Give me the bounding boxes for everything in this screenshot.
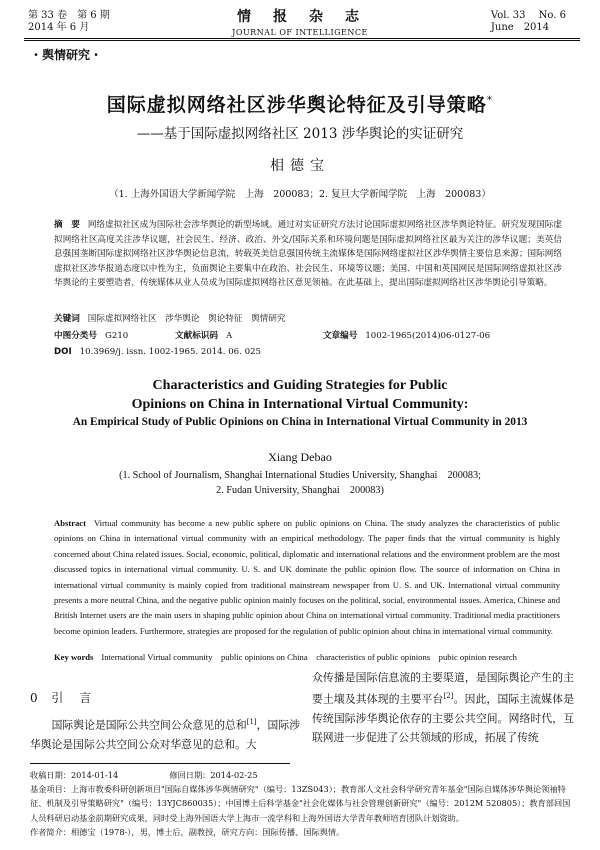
journal-name-cn: 情 报 杂 志 bbox=[237, 9, 363, 25]
date-cn: 2014 年 6 月 bbox=[28, 22, 90, 33]
author-en: Xiang Debao bbox=[268, 450, 332, 464]
article-number-label: 文章编号 bbox=[322, 331, 358, 341]
doc-code-label: 文献标识码 bbox=[175, 331, 218, 341]
clc-value: G210 bbox=[104, 331, 129, 341]
keywords-en bbox=[54, 651, 564, 663]
footnotes bbox=[30, 768, 576, 839]
abstract-en-label: Abstract bbox=[54, 518, 86, 528]
fund-line bbox=[30, 782, 576, 825]
article-number-value: 1002-1965(2014)06-0127-06 bbox=[365, 331, 491, 341]
title-footnote-mark: * bbox=[486, 93, 494, 107]
fund-text: 上海市教委科研创新项目"国际自媒体涉华舆情研究"（编号：13ZS043）；教育部人文社会科学研究青年基金"国际自媒体涉华舆论领袖特征、机制及引导策略研究"（编号：13YJC860035）；中国博士后科学基金"社会化媒体与社会管理创新研究"（编号：2012M 520805）；教育部回国人员科研启动基金前期研究成果，同时受上海外国语大学上海市一流学科和上海外国语大学青年教师培育团队计划资助。 bbox=[30, 784, 571, 823]
date-en: June 2014 bbox=[490, 22, 550, 33]
volume-issue-en: Vol. 33 No. 6 bbox=[490, 10, 566, 21]
citation-2: [2] bbox=[443, 692, 454, 700]
received-label: 收稿日期： bbox=[30, 770, 71, 780]
keywords-cn-text: 国际虚拟网络社区 涉华舆论 舆论特征 舆情研究 bbox=[87, 314, 286, 324]
abstract-en bbox=[54, 516, 560, 639]
affiliation-cn: （1. 上海外国语大学新闻学院 上海 200083；2. 复旦大学新闻学院 上海 200083） bbox=[109, 189, 491, 200]
section-number: 0 bbox=[30, 691, 40, 705]
abstract-cn-text: 网络虚拟社区成为国际社会涉华舆论的新型场域。通过对实证研究方法讨论国际虚拟网络社区涉华舆论特征。研究发现国际虚拟网络社区高度关注涉华议题，社会民生、经济、政治、外交/国际关系和环境问题是国际虚拟网络社区最为关注的涉华议题；美英信息强国垄断国际虚拟网络社区涉华舆论信息流，转载英美信息强国传统主流媒体是国际网络虚拟社区涉华舆情主要信息来源；国际网络虚拟社区涉华报道态度以中性为主，负面舆论主要集中在政治、社会民生、环境等议题；美国、中国和英国网民是国际网络虚拟社区涉华舆论的主要塑造者，传统媒体从业人员成为国际虚拟网络社区意见领袖。在此基础上，提出国际虚拟网络社区涉华舆论引导策略。 bbox=[54, 220, 562, 289]
journal-name-en: JOURNAL OF INTELLIGENCE bbox=[232, 28, 368, 37]
affiliation-en-line1: (1. School of Journalism, Shanghai International Studies University, Shanghai 200083; bbox=[119, 470, 481, 481]
revised-value: 2014-02-25 bbox=[210, 770, 258, 780]
fund-label: 基金项目： bbox=[30, 784, 71, 795]
column-tag: ・舆情研究・ bbox=[30, 48, 103, 62]
abstract-cn-label: 摘 要 bbox=[54, 220, 80, 230]
body-left-text: 国际舆论是国际公共空间公众意见的总和 bbox=[51, 718, 247, 732]
section-title: 引 言 bbox=[51, 691, 94, 705]
section-heading bbox=[30, 689, 93, 706]
doi-label: DOI bbox=[54, 347, 72, 357]
author-bio-text: 相德宝（1978-），男，博士后，副教授，研究方向：国际传播、国际舆情。 bbox=[70, 826, 345, 837]
keywords-en-label: Key words bbox=[54, 652, 94, 662]
author-bio-line bbox=[30, 825, 576, 839]
title-en: Characteristics and Guiding Strategies for Public Opinions on China in International Virtual Community: bbox=[131, 378, 469, 412]
author-cn: 相德宝 bbox=[270, 158, 330, 174]
title-cn-text: 国际虚拟网络社区涉华舆论特征及引导策略 bbox=[106, 94, 487, 116]
author-bio-label: 作者简介： bbox=[30, 826, 71, 837]
doc-code-value: A bbox=[225, 331, 233, 341]
subtitle-en: An Empirical Study of Public Opinions on China in International Virtual Community in 2013 bbox=[72, 416, 528, 428]
volume-issue-cn: 第 33 卷 第 6 期 bbox=[28, 10, 110, 21]
citation-1: [1] bbox=[246, 718, 257, 726]
keywords-en-text: International Virtual community public opinions on China characteristics of public opinions pubic opinion research bbox=[101, 652, 517, 662]
title-cn bbox=[0, 90, 600, 117]
clc-label: 中图分类号 bbox=[54, 331, 97, 341]
footnote-rule bbox=[30, 763, 290, 764]
doi-value: 10.3969/j. issn. 1002-1965. 2014. 06. 025 bbox=[79, 347, 262, 357]
body-right-text-b: 。因此，国际主流媒体是传统国际涉华舆论依存的主要公共空间。网络时代，互联网进一步促进了公共领域的形成，拓展了传统 bbox=[312, 692, 575, 744]
header-rule bbox=[24, 38, 580, 41]
keywords-cn bbox=[54, 313, 564, 326]
dates-line bbox=[30, 768, 576, 782]
subtitle-cn: ——基于国际虚拟网络社区 2013 涉华舆论的实证研究 bbox=[136, 126, 464, 142]
header-right bbox=[491, 10, 566, 34]
keywords-cn-label: 关键词 bbox=[54, 314, 80, 324]
body-left-column bbox=[30, 713, 300, 754]
body-right-text-a: 众传播是国际信息流的主要渠道，是国际舆论产生的主要土壤及其体现的主要平台 bbox=[312, 671, 574, 706]
classification-line bbox=[54, 330, 564, 343]
abstract-en-text: Virtual community has become a new public sphere on public opinions on China. The study analyzes the characteristics of public opinions on China in international virtual community with an empirical methodology. The paper finds that the virtual community is highly concerned about China related issues. Social, economic, political, diplomatic and international relations and the environment problem are the most discussed topics in international virtual community. U. S. and UK dominate the public opinion flow. The source of information on China in international virtual community is mainly copied from traditional mainstream newspaper from U. S. and UK. International virtual community presents a more neutral China, and the negative public opinion mainly focuses on the political, social, environmental issues. America, Chinese and British Internet users are the main users in shaping public opinion about China on international virtual community. Traditional media practitioners become opinion leaders. Furthermore, strategies are proposed for the regulation of public opinion about china in international virtual community. bbox=[54, 518, 560, 636]
body-left-text-rest: ，国际涉华舆论是国际公共空间公众对华意见的总和。大 bbox=[30, 718, 301, 751]
abstract-cn bbox=[54, 218, 562, 291]
received-value: 2014-01-14 bbox=[70, 770, 119, 780]
doi-line bbox=[54, 346, 564, 359]
body-right-column bbox=[312, 668, 574, 747]
affiliation-en bbox=[0, 468, 600, 498]
affiliation-en-line2: 2. Fudan University, Shanghai 200083) bbox=[216, 485, 384, 496]
revised-label: 修回日期： bbox=[169, 770, 211, 780]
